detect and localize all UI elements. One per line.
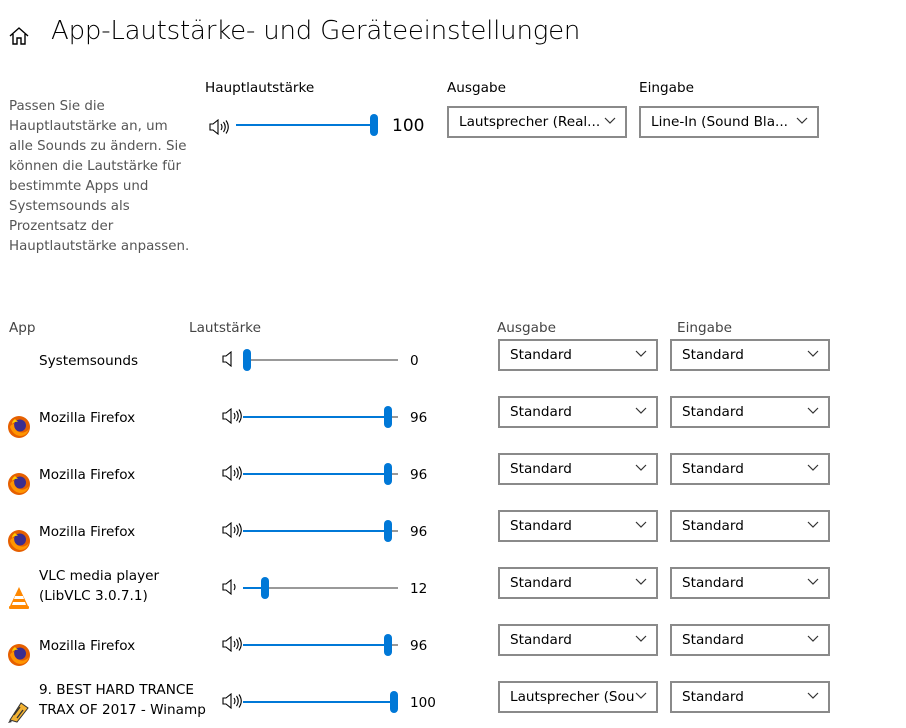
chevron-down-icon bbox=[807, 692, 819, 700]
app-input-value: Standard bbox=[682, 347, 744, 363]
master-output-value: Lautsprecher (Real... bbox=[459, 114, 601, 130]
app-input-value: Standard bbox=[682, 575, 744, 591]
app-volume-value: 96 bbox=[410, 638, 428, 654]
master-volume-thumb[interactable] bbox=[370, 114, 378, 136]
winamp-icon bbox=[7, 700, 31, 724]
app-volume-slider[interactable] bbox=[243, 462, 398, 486]
chevron-down-icon bbox=[604, 117, 616, 125]
column-header-input: Eingabe bbox=[677, 320, 732, 336]
app-input-dropdown[interactable] bbox=[670, 510, 830, 542]
app-input-dropdown[interactable] bbox=[670, 624, 830, 656]
master-output-label: Ausgabe bbox=[447, 80, 506, 96]
app-output-dropdown[interactable] bbox=[498, 396, 658, 428]
chevron-down-icon bbox=[796, 117, 808, 125]
home-icon[interactable] bbox=[8, 26, 30, 46]
master-volume-slider[interactable] bbox=[236, 113, 378, 137]
track-filled bbox=[243, 416, 388, 418]
speaker-icon bbox=[221, 351, 243, 367]
app-output-dropdown[interactable] bbox=[498, 681, 658, 713]
app-name: Systemsounds bbox=[39, 353, 139, 369]
master-input-value: Line-In (Sound Bla... bbox=[651, 114, 789, 130]
firefox-icon bbox=[7, 529, 31, 553]
app-volume-thumb[interactable] bbox=[384, 463, 392, 485]
master-track-filled bbox=[236, 124, 374, 126]
chevron-down-icon bbox=[807, 635, 819, 643]
track-filled bbox=[243, 530, 388, 532]
app-input-value: Standard bbox=[682, 404, 744, 420]
app-volume-slider[interactable] bbox=[243, 348, 398, 372]
app-output-dropdown[interactable] bbox=[498, 339, 658, 371]
column-header-app: App bbox=[9, 320, 36, 336]
app-volume-thumb[interactable] bbox=[243, 349, 251, 371]
app-output-value: Standard bbox=[510, 347, 572, 363]
app-output-dropdown[interactable] bbox=[498, 453, 658, 485]
app-volume-value: 100 bbox=[410, 695, 436, 711]
app-name: Mozilla Firefox bbox=[39, 524, 136, 540]
description-text: Passen Sie die Hauptlautstärke an, um alle Sounds zu ändern. Sie können die Lautstärke für bestimmte Apps und Systemsounds als Prozentsatz der Hauptlautstärke anpassen. bbox=[9, 99, 190, 254]
app-input-dropdown[interactable] bbox=[670, 681, 830, 713]
app-input-value: Standard bbox=[682, 461, 744, 477]
app-name: Mozilla Firefox bbox=[39, 638, 136, 654]
app-name: 9. BEST HARD TRANCE TRAX OF 2017 - Winamp bbox=[39, 682, 206, 718]
chevron-down-icon bbox=[807, 350, 819, 358]
app-output-dropdown[interactable] bbox=[498, 624, 658, 656]
app-output-value: Standard bbox=[510, 518, 572, 534]
app-name: Mozilla Firefox bbox=[39, 410, 136, 426]
app-output-dropdown[interactable] bbox=[498, 567, 658, 599]
track-filled bbox=[243, 701, 394, 703]
speaker-icon bbox=[221, 522, 243, 538]
vlc-icon bbox=[7, 586, 31, 610]
track-filled bbox=[243, 644, 388, 646]
chevron-down-icon bbox=[635, 407, 647, 415]
speaker-icon bbox=[221, 579, 243, 595]
firefox-icon bbox=[7, 472, 31, 496]
speaker-icon bbox=[208, 119, 230, 135]
speaker-icon bbox=[221, 636, 243, 652]
app-volume-slider[interactable] bbox=[243, 633, 398, 657]
master-input-label: Eingabe bbox=[639, 80, 694, 96]
column-header-volume: Lautstärke bbox=[189, 320, 261, 336]
track-empty bbox=[265, 587, 398, 589]
firefox-icon bbox=[7, 643, 31, 667]
app-name: VLC media player (LibVLC 3.0.7.1) bbox=[39, 568, 160, 604]
page-title: App-Lautstärke- und Geräteeinstellungen bbox=[51, 16, 581, 46]
master-output-dropdown[interactable] bbox=[447, 106, 627, 138]
app-volume-thumb[interactable] bbox=[384, 406, 392, 428]
app-output-value: Lautsprecher (Sou bbox=[510, 689, 635, 705]
track-empty bbox=[247, 359, 398, 361]
chevron-down-icon bbox=[635, 635, 647, 643]
app-name: Mozilla Firefox bbox=[39, 467, 136, 483]
app-volume-value: 96 bbox=[410, 410, 428, 426]
column-header-output: Ausgabe bbox=[497, 320, 556, 336]
chevron-down-icon bbox=[807, 578, 819, 586]
speaker-icon bbox=[221, 693, 243, 709]
app-volume-slider[interactable] bbox=[243, 519, 398, 543]
app-input-dropdown[interactable] bbox=[670, 567, 830, 599]
app-input-dropdown[interactable] bbox=[670, 339, 830, 371]
chevron-down-icon bbox=[807, 521, 819, 529]
firefox-icon bbox=[7, 415, 31, 439]
chevron-down-icon bbox=[635, 692, 647, 700]
app-volume-thumb[interactable] bbox=[261, 577, 269, 599]
app-volume-slider[interactable] bbox=[243, 576, 398, 600]
app-output-value: Standard bbox=[510, 404, 572, 420]
app-volume-value: 96 bbox=[410, 524, 428, 540]
app-output-dropdown[interactable] bbox=[498, 510, 658, 542]
chevron-down-icon bbox=[635, 578, 647, 586]
app-input-value: Standard bbox=[682, 518, 744, 534]
app-input-value: Standard bbox=[682, 632, 744, 648]
speaker-icon bbox=[221, 465, 243, 481]
app-input-value: Standard bbox=[682, 689, 744, 705]
app-volume-value: 0 bbox=[410, 353, 419, 369]
speaker-icon bbox=[221, 408, 243, 424]
chevron-down-icon bbox=[635, 464, 647, 472]
chevron-down-icon bbox=[807, 407, 819, 415]
app-output-value: Standard bbox=[510, 461, 572, 477]
app-volume-thumb[interactable] bbox=[384, 634, 392, 656]
track-filled bbox=[243, 473, 388, 475]
chevron-down-icon bbox=[635, 350, 647, 358]
app-volume-slider[interactable] bbox=[243, 405, 398, 429]
master-volume-label: Hauptlautstärke bbox=[205, 80, 315, 96]
app-output-value: Standard bbox=[510, 632, 572, 648]
chevron-down-icon bbox=[807, 464, 819, 472]
app-output-value: Standard bbox=[510, 575, 572, 591]
app-volume-value: 12 bbox=[410, 581, 428, 597]
chevron-down-icon bbox=[635, 521, 647, 529]
app-input-dropdown[interactable] bbox=[670, 396, 830, 428]
master-input-dropdown[interactable] bbox=[639, 106, 819, 138]
app-volume-value: 96 bbox=[410, 467, 428, 483]
app-volume-thumb[interactable] bbox=[384, 520, 392, 542]
master-volume-value: 100 bbox=[392, 116, 425, 136]
app-volume-thumb[interactable] bbox=[390, 691, 398, 713]
app-input-dropdown[interactable] bbox=[670, 453, 830, 485]
app-volume-slider[interactable] bbox=[243, 690, 398, 714]
